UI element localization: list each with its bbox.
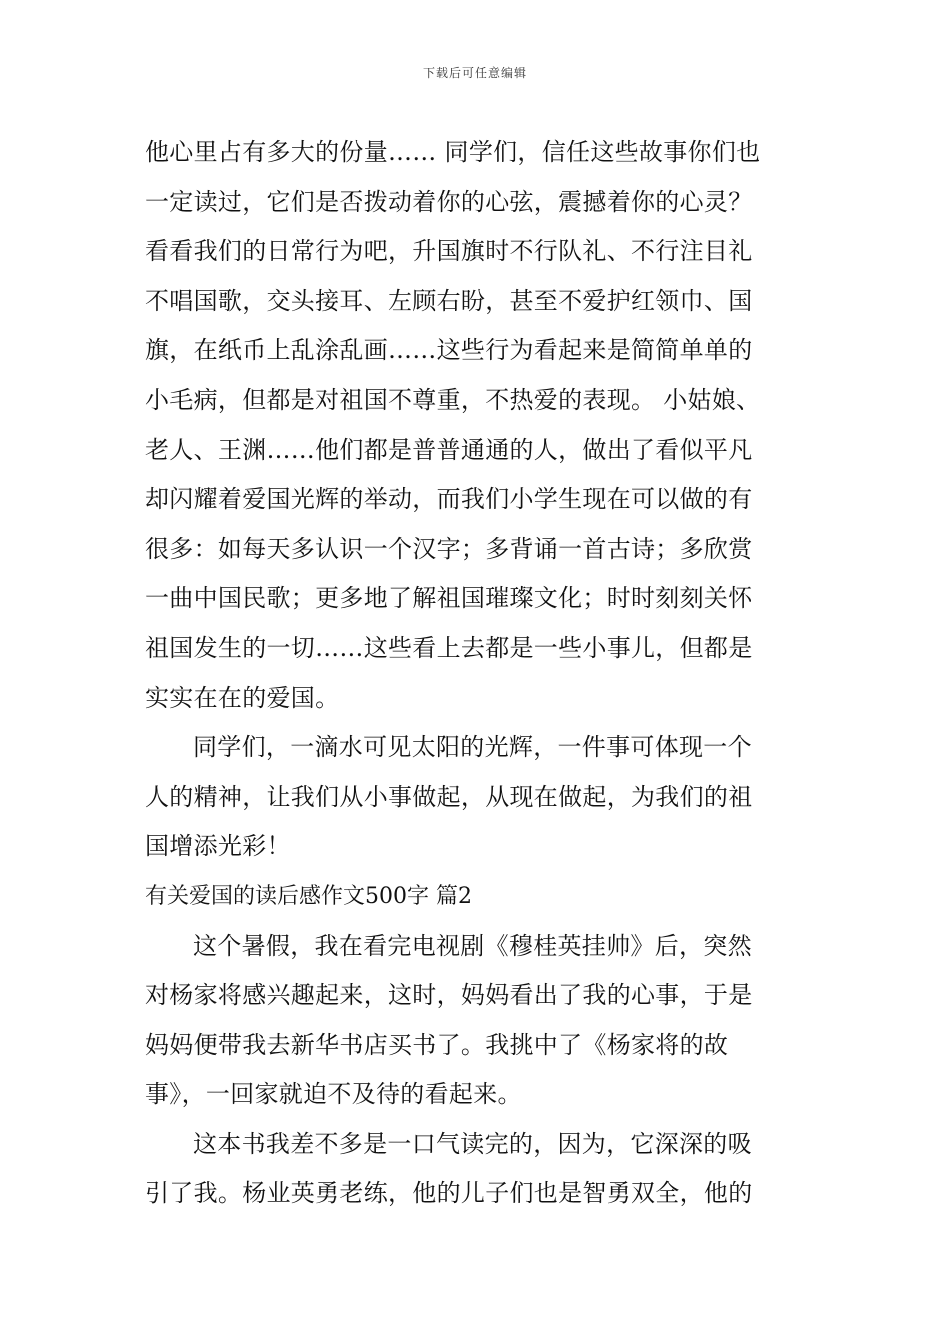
paragraph-start-line: 这本书我差不多是一口气读完的，因为，它深深的吸 <box>193 1129 752 1158</box>
text-line: 人的精神，让我们从小事做起，从现在做起，为我们的祖 <box>145 782 753 811</box>
text-line: 国增添光彩！ <box>145 832 291 861</box>
page-header: 下载后可任意编辑 <box>422 66 527 80</box>
text-line: 看看我们的日常行为吧，升国旗时不行队礼、不行注目礼 <box>145 237 753 266</box>
text-line: 妈妈便带我去新华书店买书了。我挑中了《杨家将的故 <box>145 1030 729 1059</box>
text-line: 他心里占有多大的份量…… 同学们，信任这些故事你们也 <box>145 138 761 166</box>
text-line: 一曲中国民歌；更多地了解祖国璀璨文化；时时刻刻关怀 <box>145 584 753 613</box>
text-line: 事》，一回家就迫不及待的看起来。 <box>145 1080 522 1109</box>
text-line: 祖国发生的一切……这些看上去都是一些小事儿，但都是 <box>145 633 753 662</box>
paragraph-start-line: 这个暑假，我在看完电视剧《穆桂英挂帅》后，突然 <box>193 931 752 960</box>
text-line: 对杨家将感兴趣起来，这时，妈妈看出了我的心事，于是 <box>145 981 753 1010</box>
paragraph-start-line: 同学们，一滴水可见太阳的光辉，一件事可体现一个 <box>193 733 752 762</box>
text-line: 引了我。杨业英勇老练，他的儿子们也是智勇双全，他的 <box>145 1179 753 1208</box>
text-line: 一定读过，它们是否拨动着你的心弦，震撼着你的心灵？ <box>145 187 753 216</box>
text-line: 旗，在纸币上乱涂乱画……这些行为看起来是简简单单的 <box>145 336 753 365</box>
document-body <box>145 128 807 1219</box>
section-heading: 有关爱国的读后感作文500字 篇2 <box>145 883 472 909</box>
text-line: 却闪耀着爱国光辉的举动，而我们小学生现在可以做的有 <box>145 485 753 514</box>
text-line: 老人、王渊……他们都是普普通通的人，做出了看似平凡 <box>145 435 753 464</box>
text-line: 很多：如每天多认识一个汉字；多背诵一首古诗；多欣赏 <box>145 534 753 563</box>
text-line: 实实在在的爱国。 <box>145 683 340 712</box>
text-line: 小毛病，但都是对祖国不尊重，不热爱的表现。 小姑娘、 <box>145 385 761 414</box>
text-line: 不唱国歌，交头接耳、左顾右盼，甚至不爱护红领巾、国 <box>145 286 753 315</box>
